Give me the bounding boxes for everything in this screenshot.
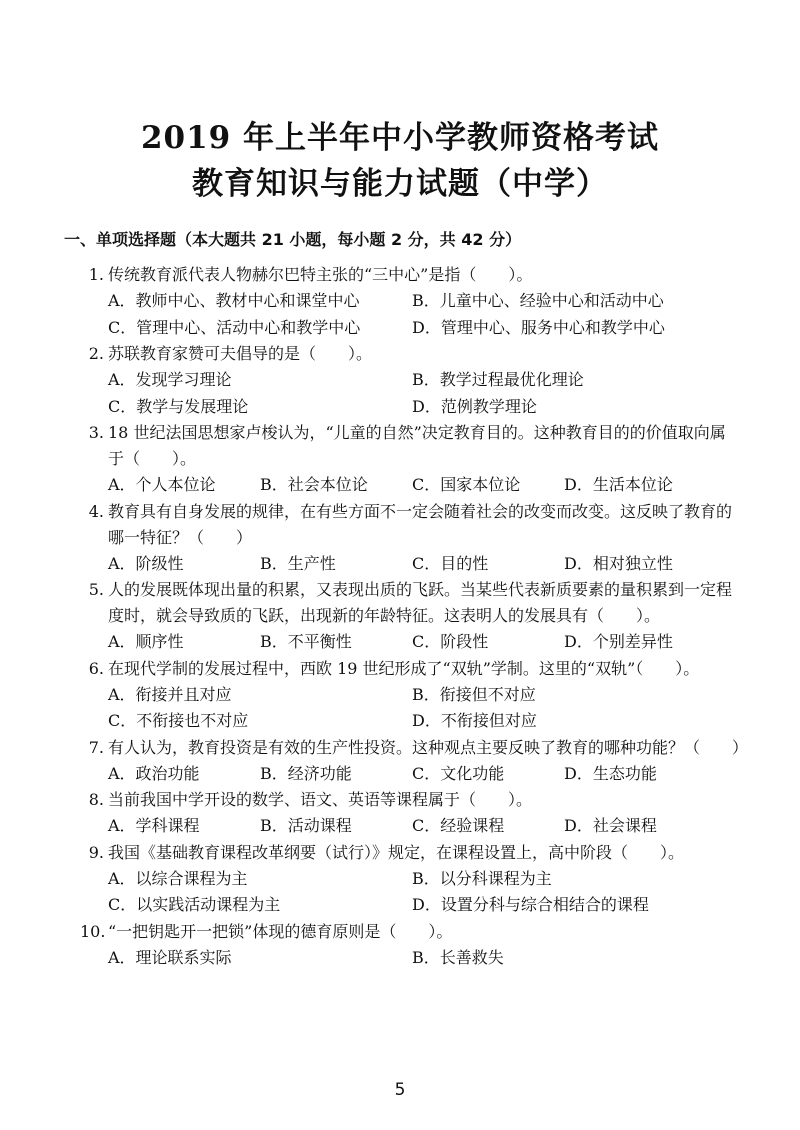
question-7: [80, 735, 749, 788]
option-list: [80, 813, 740, 840]
question-text: 传统教育派代表人物赫尔巴特主张的“三中心”是指（ ）。: [108, 265, 533, 284]
question-text: “一把钥匙开一把锁”体现的德育原则是（ ）。: [108, 921, 453, 941]
question-text: 苏联教育家赞可夫倡导的是（ ）。: [108, 344, 373, 363]
question-9: [80, 840, 740, 919]
option-d: D．范例教学理论: [412, 396, 537, 416]
option-d: D．生活本位论: [564, 475, 673, 494]
question-5: [80, 577, 740, 656]
option-list: [80, 551, 740, 578]
option-b: B．社会本位论: [260, 475, 368, 494]
option-c: C．文化功能: [412, 763, 505, 783]
option-d: D．社会课程: [564, 816, 657, 835]
option-b: B．教学过程最优化理论: [412, 370, 584, 389]
option-a: A．发现学习理论: [108, 370, 232, 389]
option-list: [80, 866, 740, 919]
page-number: 5: [394, 1080, 406, 1100]
question-stem: [80, 656, 740, 682]
option-b: B．活动课程: [260, 816, 352, 835]
question-stem: [80, 420, 740, 472]
option-a: A．政治功能: [108, 763, 200, 783]
option-c: C．目的性: [412, 553, 489, 573]
option-c: C．教学与发展理论: [108, 396, 249, 416]
question-stem: [80, 919, 740, 945]
question-number: 9.: [88, 842, 104, 862]
question-number: 4.: [88, 501, 104, 521]
question-list: [80, 262, 749, 971]
exam-title-line1: 2019 年上半年中小学教师资格考试: [140, 120, 660, 156]
option-d: D．管理中心、服务中心和教学中心: [412, 317, 665, 337]
question-text: 教育具有自身发展的规律，在有些方面不一定会随着社会的改变而改变。这反映了教育的哪一特征？（ ）: [108, 501, 733, 547]
option-list: [80, 761, 740, 788]
option-list: [80, 682, 740, 735]
question-text: 在现代学制的发展过程中，西欧 19 世纪形成了“双轨”学制。这里的“双轨”（ ）。: [108, 658, 700, 678]
option-a: A．个人本位论: [108, 475, 216, 494]
option-d: D．生态功能: [564, 763, 657, 783]
option-c: C．不衔接也不对应: [108, 711, 249, 730]
option-a: A．阶级性: [108, 553, 184, 573]
question-3: [80, 420, 740, 499]
question-8: [80, 787, 740, 840]
question-text: 人的发展既体现出量的积累，又表现出质的飞跃。当某些代表新质要素的量积累到一定程度时，就会导致质的飞跃，出现新的年龄特征。这表明人的发展具有（ ）。: [108, 580, 733, 625]
question-number: 6.: [88, 658, 104, 678]
question-stem: [80, 840, 740, 866]
option-list: [80, 367, 740, 420]
section-heading: 一、单项选择题（本大题共 21 小题，每小题 2 分，共 42 分）: [64, 230, 522, 249]
question-text: 18 世纪法国思想家卢梭认为，“儿童的自然”决定教育目的。这种教育目的的价值取向属于（ ）。: [108, 423, 726, 468]
question-number: 10.: [80, 921, 106, 941]
option-d: D．不衔接但对应: [412, 711, 537, 730]
option-a: A．学科课程: [108, 816, 200, 835]
option-d: D．设置分科与综合相结合的课程: [412, 895, 649, 914]
option-a: A．衔接并且对应: [108, 684, 232, 704]
option-list: [80, 629, 740, 656]
option-b: B．儿童中心、经验中心和活动中心: [412, 291, 664, 310]
question-stem: [80, 341, 740, 367]
question-number: 8.: [88, 790, 104, 809]
question-1: [80, 262, 740, 341]
option-list: [80, 472, 740, 499]
question-stem: [80, 262, 740, 288]
option-c: C．阶段性: [412, 632, 489, 651]
option-b: B．经济功能: [260, 763, 352, 783]
option-b: B．不平衡性: [260, 632, 352, 651]
question-2: [80, 341, 740, 420]
question-stem: [80, 787, 740, 813]
question-number: 5.: [88, 580, 104, 599]
question-text: 当前我国中学开设的数学、语文、英语等课程属于（ ）。: [108, 790, 533, 809]
question-number: 3.: [88, 423, 104, 442]
question-number: 7.: [88, 737, 104, 757]
option-a: A．理论联系实际: [108, 947, 232, 967]
question-number: 2.: [88, 344, 104, 363]
option-d: D．个别差异性: [564, 632, 673, 651]
question-stem: [80, 735, 749, 761]
option-b: B．以分科课程为主: [412, 868, 552, 888]
option-b: B．衔接但不对应: [412, 684, 536, 704]
option-list: [80, 288, 740, 341]
option-c: C．管理中心、活动中心和教学中心: [108, 317, 361, 337]
option-d: D．相对独立性: [564, 553, 673, 573]
option-a: A．教师中心、教材中心和课堂中心: [108, 291, 360, 310]
option-c: C．国家本位论: [412, 475, 521, 494]
question-text: 有人认为，教育投资是有效的生产性投资。这种观点主要反映了教育的哪种功能？（ ）: [108, 737, 749, 757]
question-number: 1.: [88, 265, 104, 284]
option-a: A．顺序性: [108, 632, 184, 651]
exam-title-line2: 教育知识与能力试题（中学）: [192, 166, 608, 202]
option-b: B．生产性: [260, 553, 336, 573]
option-b: B．长善救失: [412, 947, 504, 967]
option-list: [80, 945, 740, 972]
option-a: A．以综合课程为主: [108, 868, 248, 888]
question-4: [80, 499, 740, 578]
question-text: 我国《基础教育课程改革纲要（试行）》规定，在课程设置上，高中阶段（ ）。: [108, 842, 685, 862]
question-6: [80, 656, 740, 735]
option-c: C．经验课程: [412, 816, 505, 835]
question-stem: [80, 577, 740, 629]
option-c: C．以实践活动课程为主: [108, 895, 281, 914]
question-10: [80, 919, 740, 972]
question-stem: [80, 499, 740, 551]
